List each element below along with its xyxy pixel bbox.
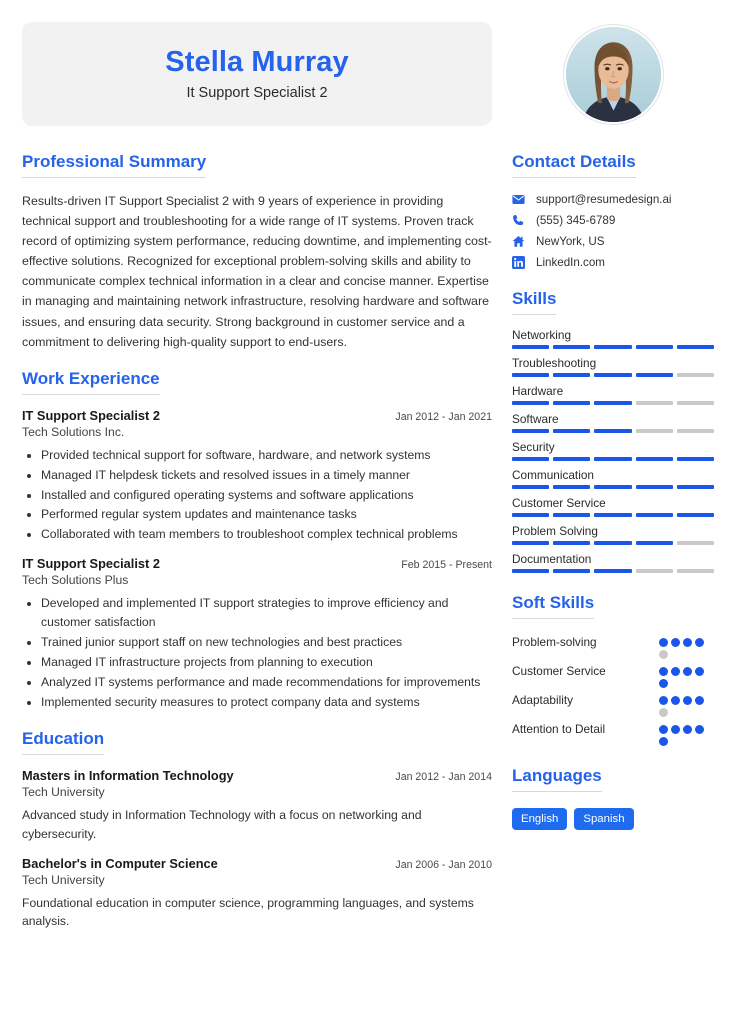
skill-bar-segment xyxy=(512,457,549,461)
education-description: Foundational education in computer science, programming languages, and systems analysis. xyxy=(22,895,474,929)
soft-skill-name: Problem-solving xyxy=(512,635,597,649)
entry-header xyxy=(22,408,492,423)
rating-dot xyxy=(695,667,704,676)
soft-skill-rating-dots xyxy=(659,632,714,659)
work-experience-list xyxy=(22,408,492,712)
skill-level-bar xyxy=(512,429,714,433)
rating-dot xyxy=(695,696,704,705)
rating-dot xyxy=(695,725,704,734)
entry-header xyxy=(22,856,492,871)
left-column xyxy=(22,22,492,1024)
contact-list xyxy=(512,193,714,269)
soft-skill-rating-dots xyxy=(659,661,714,688)
skill-bar-segment xyxy=(677,401,714,405)
rating-dot xyxy=(671,667,680,676)
skill-item xyxy=(512,328,714,349)
skill-bar-segment xyxy=(636,401,673,405)
job-date-range: Jan 2012 - Jan 2021 xyxy=(395,410,492,423)
skill-bar-segment xyxy=(553,373,590,377)
rating-dot xyxy=(659,638,668,647)
skill-name: Networking xyxy=(512,328,572,342)
avatar-wrapper xyxy=(512,22,714,126)
soft-skills-list xyxy=(512,632,714,746)
skill-level-bar xyxy=(512,513,714,517)
skill-bar-segment xyxy=(512,541,549,545)
skill-bar-segment xyxy=(594,457,631,461)
skill-bar-segment xyxy=(636,457,673,461)
rating-dot xyxy=(695,638,704,647)
responsibility-list xyxy=(41,594,492,711)
employer-name: Tech Solutions Plus xyxy=(22,573,129,588)
skill-name: Security xyxy=(512,440,555,454)
skill-bar-segment xyxy=(594,345,631,349)
skill-bar-segment xyxy=(594,569,631,573)
degree-title: Bachelor's in Computer Science xyxy=(22,855,218,871)
job-title: It Support Specialist 2 xyxy=(186,84,328,101)
contact-value: (555) 345-6789 xyxy=(536,214,616,227)
skill-item xyxy=(512,356,714,377)
list-item: • Implemented security measures to protect company data and systems xyxy=(41,693,492,712)
contact-row[interactable] xyxy=(512,235,714,248)
skill-bar-segment xyxy=(512,429,549,433)
rating-dot xyxy=(671,638,680,647)
skill-name: Troubleshooting xyxy=(512,356,597,370)
skill-bar-segment xyxy=(636,485,673,489)
skill-item xyxy=(512,552,714,573)
skill-bar-segment xyxy=(553,429,590,433)
skill-bar-segment xyxy=(677,345,714,349)
rating-dot xyxy=(671,725,680,734)
list-item: • Trained junior support staff on new technologies and best practices xyxy=(41,633,492,652)
language-chip-list xyxy=(512,808,714,830)
skills-section xyxy=(512,289,714,573)
skill-level-bar xyxy=(512,485,714,489)
rating-dot xyxy=(659,650,668,659)
envelope-icon xyxy=(512,193,529,206)
skill-bar-segment xyxy=(677,429,714,433)
job-date-range: Feb 2015 - Present xyxy=(401,559,492,572)
skill-bar-segment xyxy=(636,373,673,377)
education-entry xyxy=(22,856,492,932)
right-column xyxy=(492,22,714,1024)
soft-skills-section xyxy=(512,593,714,746)
skill-bar-segment xyxy=(512,401,549,405)
skill-level-bar xyxy=(512,401,714,405)
skill-item xyxy=(512,496,714,517)
skill-bar-segment xyxy=(636,345,673,349)
degree-title: Masters in Information Technology xyxy=(22,767,234,783)
soft-skill-name: Attention to Detail xyxy=(512,722,606,736)
employer-name: Tech Solutions Inc. xyxy=(22,424,125,439)
skills-heading: Skills xyxy=(512,289,556,315)
contact-details-section xyxy=(512,152,714,269)
rating-dot xyxy=(683,667,692,676)
skill-bar-segment xyxy=(553,401,590,405)
soft-skill-row xyxy=(512,690,714,717)
work-experience-section xyxy=(22,369,492,712)
skill-bar-segment xyxy=(677,541,714,545)
skill-bar-segment xyxy=(677,457,714,461)
skill-level-bar xyxy=(512,373,714,377)
education-description: Advanced study in Information Technology with a focus on networking and cybersecurity. xyxy=(22,807,422,841)
rating-dot xyxy=(671,696,680,705)
contact-value: NewYork, US xyxy=(536,235,605,248)
list-item: • Managed IT helpdesk tickets and resolved issues in a timely manner xyxy=(41,466,492,485)
rating-dot xyxy=(659,667,668,676)
soft-skill-row xyxy=(512,719,714,746)
skill-item xyxy=(512,440,714,461)
skill-name: Problem Solving xyxy=(512,524,598,538)
work-experience-entry xyxy=(22,408,492,545)
list-item: • Developed and implemented IT support strategies to improve efficiency and customer satisfaction xyxy=(41,594,492,632)
rating-dot xyxy=(659,725,668,734)
skill-bar-segment xyxy=(594,513,631,517)
skill-item xyxy=(512,468,714,489)
skill-bar-segment xyxy=(677,373,714,377)
skill-bar-segment xyxy=(553,345,590,349)
skill-bar-segment xyxy=(553,541,590,545)
entry-header xyxy=(22,556,492,571)
full-name: Stella Murray xyxy=(165,46,349,79)
contact-row[interactable] xyxy=(512,214,714,227)
list-item: • Installed and configured operating systems and software applications xyxy=(41,486,492,505)
skill-bar-segment xyxy=(512,345,549,349)
education-entry xyxy=(22,768,492,844)
soft-skill-name: Customer Service xyxy=(512,664,606,678)
responsibility-list xyxy=(41,446,492,545)
skill-bar-segment xyxy=(677,513,714,517)
skill-item xyxy=(512,412,714,433)
skill-bar-segment xyxy=(677,485,714,489)
skill-bar-segment xyxy=(636,569,673,573)
rating-dot xyxy=(683,725,692,734)
skill-bar-segment xyxy=(636,513,673,517)
languages-section xyxy=(512,766,714,830)
skill-level-bar xyxy=(512,345,714,349)
avatar xyxy=(564,25,663,124)
skill-bar-segment xyxy=(553,513,590,517)
skill-name: Communication xyxy=(512,468,594,482)
professional-summary-heading: Professional Summary xyxy=(22,152,206,178)
rating-dot xyxy=(659,679,668,688)
skill-bar-segment xyxy=(636,541,673,545)
education-date-range: Jan 2006 - Jan 2010 xyxy=(395,858,492,871)
contact-details-heading: Contact Details xyxy=(512,152,636,178)
skills-list xyxy=(512,328,714,573)
skill-bar-segment xyxy=(636,429,673,433)
skill-name: Hardware xyxy=(512,384,564,398)
phone-icon xyxy=(512,214,529,227)
rating-dot xyxy=(683,696,692,705)
list-item: • Analyzed IT systems performance and made recommendations for improvements xyxy=(41,673,492,692)
list-item: • Performed regular system updates and maintenance tasks xyxy=(41,505,492,524)
contact-value: LinkedIn.com xyxy=(536,256,605,269)
soft-skill-name: Adaptability xyxy=(512,693,573,707)
soft-skill-row xyxy=(512,661,714,688)
skill-bar-segment xyxy=(594,485,631,489)
skill-bar-segment xyxy=(512,373,549,377)
list-item: • Managed IT infrastructure projects from planning to execution xyxy=(41,653,492,672)
work-experience-heading: Work Experience xyxy=(22,369,160,395)
skill-bar-segment xyxy=(677,569,714,573)
soft-skill-rating-dots xyxy=(659,690,714,717)
contact-value: support@resumedesign.ai xyxy=(536,193,672,206)
job-position-title: IT Support Specialist 2 xyxy=(22,556,160,572)
linkedin-icon xyxy=(512,256,529,269)
professional-summary-section xyxy=(22,152,492,352)
skill-bar-segment xyxy=(553,485,590,489)
professional-summary-text: Results-driven IT Support Specialist 2 with 9 years of experience in providing technical support and troubleshooting for a wide range of IT systems. Proven track record of optimizing system performance, reducing downtime, and implementing cost-effective solutions. Recognized for exceptional problem-solving skills and ability to communicate complex technical information in a clear and concise manner. Expertise in managing and maintaining network infrastructure, resolving hardware and software issues, and ensuring data security. Strong background in customer service and a commitment to delivering high-quality support to end-users. xyxy=(22,194,492,349)
school-name: Tech University xyxy=(22,872,105,887)
education-list xyxy=(22,768,492,932)
skill-item xyxy=(512,384,714,405)
languages-heading: Languages xyxy=(512,766,602,792)
skill-level-bar xyxy=(512,569,714,573)
list-item: • Provided technical support for software, hardware, and network systems xyxy=(41,446,492,465)
skill-bar-segment xyxy=(512,513,549,517)
job-position-title: IT Support Specialist 2 xyxy=(22,407,160,423)
contact-row[interactable] xyxy=(512,193,714,206)
skill-bar-segment xyxy=(553,569,590,573)
skill-bar-segment xyxy=(553,457,590,461)
soft-skills-heading: Soft Skills xyxy=(512,593,594,619)
skill-name: Customer Service xyxy=(512,496,606,510)
skill-item xyxy=(512,524,714,545)
skill-name: Documentation xyxy=(512,552,592,566)
work-experience-entry xyxy=(22,556,492,711)
school-name: Tech University xyxy=(22,784,105,799)
rating-dot xyxy=(659,708,668,717)
skill-level-bar xyxy=(512,457,714,461)
skill-bar-segment xyxy=(512,569,549,573)
skill-bar-segment xyxy=(594,373,631,377)
rating-dot xyxy=(659,737,668,746)
language-chip[interactable]: English xyxy=(512,808,567,830)
skill-bar-segment xyxy=(594,429,631,433)
rating-dot xyxy=(683,638,692,647)
skill-name: Software xyxy=(512,412,559,426)
skill-bar-segment xyxy=(512,485,549,489)
skill-bar-segment xyxy=(594,541,631,545)
education-date-range: Jan 2012 - Jan 2014 xyxy=(395,770,492,783)
education-heading: Education xyxy=(22,729,104,755)
soft-skill-row xyxy=(512,632,714,659)
entry-header xyxy=(22,768,492,783)
contact-row[interactable] xyxy=(512,256,714,269)
name-header-card xyxy=(22,22,492,126)
soft-skill-rating-dots xyxy=(659,719,714,746)
skill-level-bar xyxy=(512,541,714,545)
language-chip[interactable]: Spanish xyxy=(574,808,633,830)
list-item: • Collaborated with team members to troubleshoot complex technical problems xyxy=(41,525,492,544)
education-section xyxy=(22,729,492,932)
skill-bar-segment xyxy=(594,401,631,405)
rating-dot xyxy=(659,696,668,705)
home-icon xyxy=(512,235,529,248)
